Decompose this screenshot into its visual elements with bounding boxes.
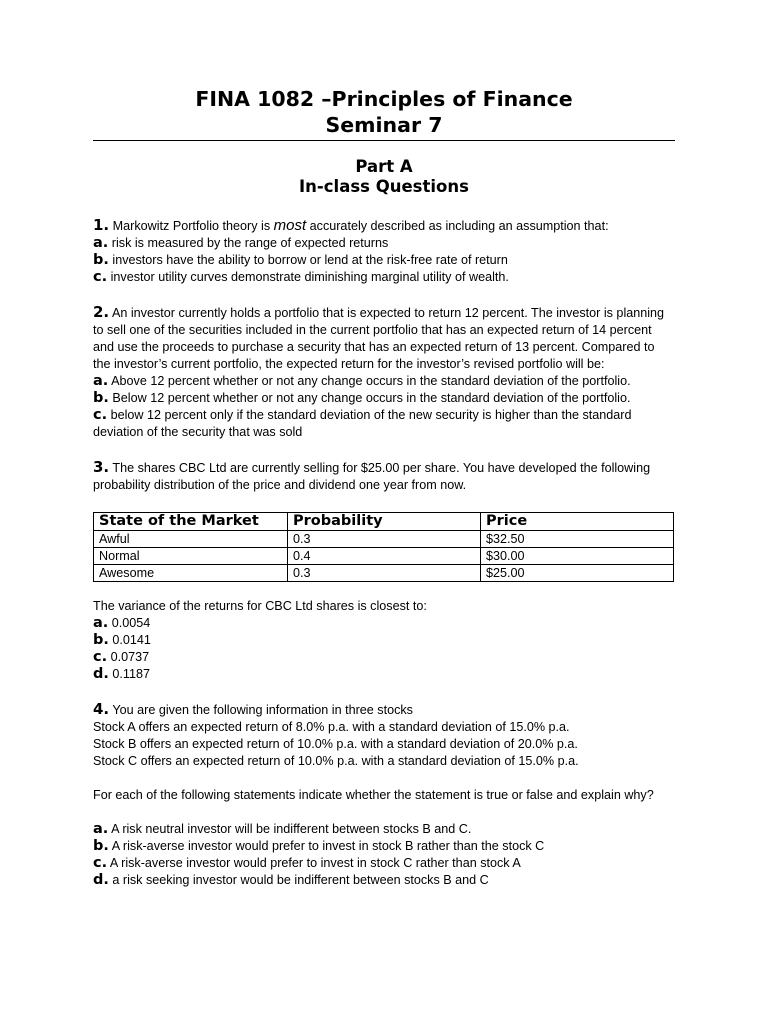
option-item bbox=[93, 666, 675, 683]
document-page bbox=[93, 86, 675, 889]
document-title bbox=[93, 86, 675, 138]
option-text: a risk seeking investor would be indifferent between stocks B and C bbox=[112, 873, 489, 887]
stem-text-end: accurately described as including an assumption that: bbox=[306, 219, 609, 233]
title-divider bbox=[93, 140, 675, 141]
option-item bbox=[93, 407, 675, 441]
spacer bbox=[93, 804, 675, 821]
spacer bbox=[93, 770, 675, 787]
option-item bbox=[93, 872, 675, 889]
option-letter: d. bbox=[93, 872, 109, 888]
question-number: 4. bbox=[93, 700, 110, 718]
option-letter: a. bbox=[93, 615, 109, 631]
header-price: Price bbox=[481, 513, 674, 531]
stem-text: Markowitz Portfolio theory is bbox=[112, 219, 274, 233]
option-text: 0.0054 bbox=[111, 616, 151, 630]
table-cell: Normal bbox=[94, 548, 288, 565]
option-letter: a. bbox=[93, 821, 109, 837]
table-header-row bbox=[94, 513, 674, 531]
stock-info-line: Stock B offers an expected return of 10.0% p.a. with a standard deviation of 20.0% p.a. bbox=[93, 737, 578, 751]
part-line-2: In-class Questions bbox=[299, 177, 469, 196]
stem-text: An investor currently holds a portfolio that is expected to return 12 percent. The investor is planning to sell one of the securities included in the current portfolio that has an expected return of 14 percent and use the proceeds to purchase a security that has an expected return of 13 percent. Compared to the investor’s current portfolio, the expected return for the investor’s revised portfolio will be: bbox=[93, 306, 665, 371]
question-3 bbox=[93, 459, 675, 683]
option-item bbox=[93, 252, 675, 269]
question-1-stem bbox=[93, 217, 675, 235]
part-heading bbox=[93, 157, 675, 197]
stem-text: The shares CBC Ltd are currently selling for $25.00 per share. You have developed the following probability distribution of the price and dividend one year from now. bbox=[93, 461, 651, 492]
question-number: 3. bbox=[93, 458, 110, 476]
option-letter: c. bbox=[93, 407, 108, 423]
table-cell: $30.00 bbox=[481, 548, 674, 565]
option-item bbox=[93, 235, 675, 252]
option-letter: d. bbox=[93, 666, 109, 682]
table-cell: $32.50 bbox=[481, 531, 674, 548]
option-text: below 12 percent only if the standard deviation of the new security is higher than the standard deviation of the security that was sold bbox=[93, 408, 632, 439]
question-3-stem bbox=[93, 459, 675, 494]
question-2 bbox=[93, 304, 675, 441]
option-letter: b. bbox=[93, 390, 109, 406]
option-item bbox=[93, 615, 675, 632]
question-2-stem bbox=[93, 304, 675, 373]
title-line-2: Seminar 7 bbox=[325, 113, 443, 137]
option-item bbox=[93, 632, 675, 649]
header-probability: Probability bbox=[288, 513, 481, 531]
table-row bbox=[94, 548, 674, 565]
question-4-instruction: For each of the following statements indicate whether the statement is true or false and explain why? bbox=[93, 788, 654, 802]
part-line-1: Part A bbox=[355, 157, 413, 176]
table-cell: 0.3 bbox=[288, 565, 481, 582]
option-letter: b. bbox=[93, 252, 109, 268]
question-number: 2. bbox=[93, 303, 110, 321]
table-cell: $25.00 bbox=[481, 565, 674, 582]
question-4 bbox=[93, 701, 675, 889]
option-text: investors have the ability to borrow or lend at the risk-free rate of return bbox=[112, 253, 508, 267]
stock-info-line: Stock A offers an expected return of 8.0% p.a. with a standard deviation of 15.0% p.a. bbox=[93, 720, 570, 734]
stem-text: You are given the following information in three stocks bbox=[112, 703, 413, 717]
table-row bbox=[94, 531, 674, 548]
table-cell: Awesome bbox=[94, 565, 288, 582]
stock-info-line: Stock C offers an expected return of 10.0% p.a. with a standard deviation of 15.0% p.a. bbox=[93, 754, 579, 768]
question-3-prompt: The variance of the returns for CBC Ltd shares is closest to: bbox=[93, 599, 427, 613]
option-text: A risk neutral investor will be indifferent between stocks B and C. bbox=[111, 822, 472, 836]
option-item bbox=[93, 649, 675, 666]
question-1 bbox=[93, 217, 675, 286]
option-text: Below 12 percent whether or not any change occurs in the standard deviation of the portfolio. bbox=[112, 391, 631, 405]
option-letter: c. bbox=[93, 269, 108, 285]
question-number: 1. bbox=[93, 216, 110, 234]
option-text: A risk-averse investor would prefer to invest in stock B rather than the stock C bbox=[111, 839, 545, 853]
option-item bbox=[93, 855, 675, 872]
option-item bbox=[93, 821, 675, 838]
option-text: 0.0737 bbox=[110, 650, 150, 664]
option-text: 0.0141 bbox=[112, 633, 151, 647]
question-4-stem bbox=[93, 701, 675, 719]
option-letter: b. bbox=[93, 838, 109, 854]
probability-table bbox=[93, 512, 674, 582]
title-line-1: FINA 1082 –Principles of Finance bbox=[195, 87, 573, 111]
option-item bbox=[93, 390, 675, 407]
header-state: State of the Market bbox=[94, 513, 288, 531]
option-text: investor utility curves demonstrate diminishing marginal utility of wealth. bbox=[110, 270, 509, 284]
option-letter: a. bbox=[93, 235, 109, 251]
table-cell: 0.3 bbox=[288, 531, 481, 548]
option-item bbox=[93, 373, 675, 390]
table-row bbox=[94, 565, 674, 582]
option-text: A risk-averse investor would prefer to invest in stock C rather than stock A bbox=[109, 856, 521, 870]
stem-emphasis: most bbox=[273, 217, 307, 234]
table-cell: Awful bbox=[94, 531, 288, 548]
table-cell: 0.4 bbox=[288, 548, 481, 565]
option-text: risk is measured by the range of expected returns bbox=[111, 236, 389, 250]
option-letter: c. bbox=[93, 649, 108, 665]
option-text: 0.1187 bbox=[112, 667, 150, 681]
option-text: Above 12 percent whether or not any change occurs in the standard deviation of the portfolio. bbox=[111, 374, 631, 388]
option-letter: b. bbox=[93, 632, 109, 648]
option-item bbox=[93, 269, 675, 286]
option-letter: c. bbox=[93, 855, 108, 871]
option-item bbox=[93, 838, 675, 855]
option-letter: a. bbox=[93, 373, 109, 389]
